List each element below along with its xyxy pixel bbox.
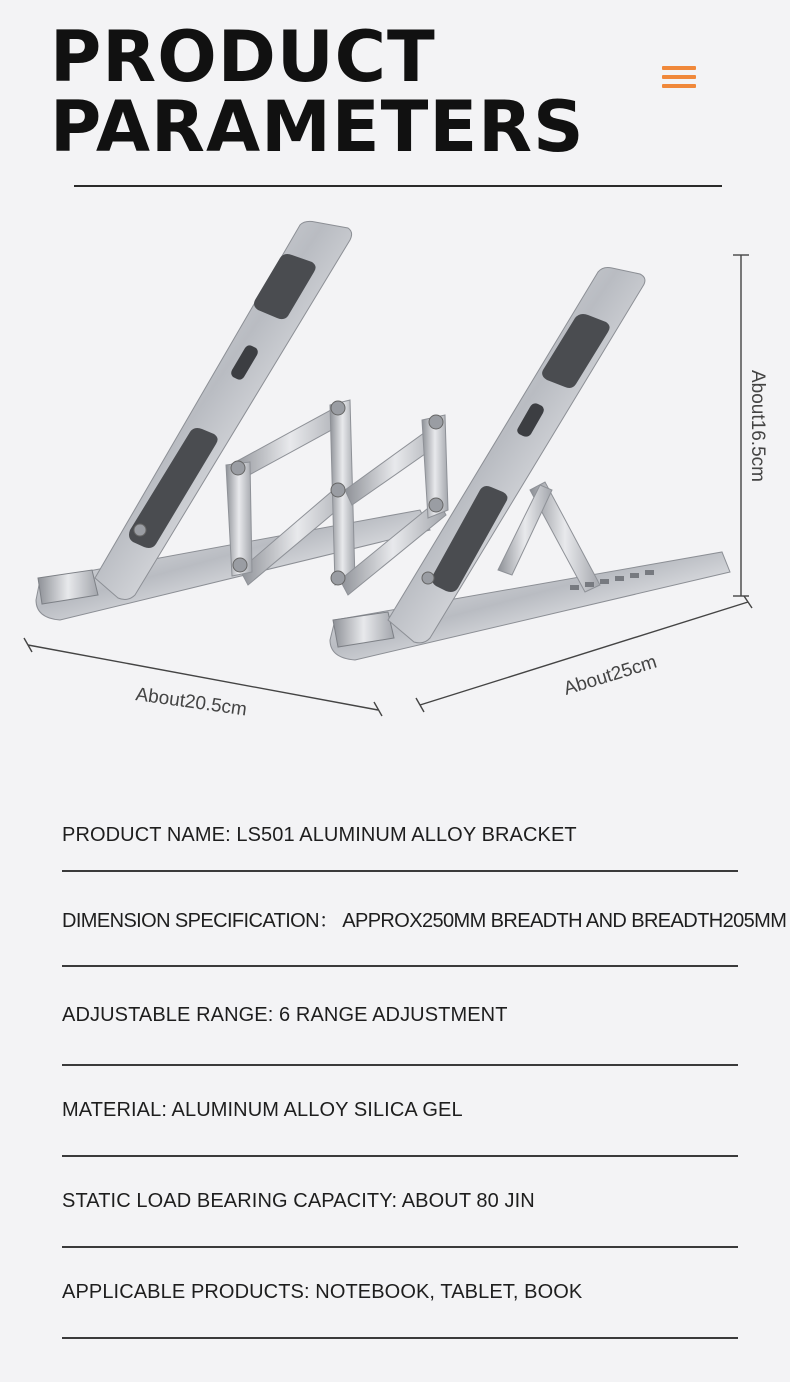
- title-line-1: PRODUCT: [50, 16, 436, 98]
- spec-list: [62, 800, 787, 1339]
- header-divider: [74, 185, 722, 187]
- width-dimension-label: About20.5cm: [134, 684, 249, 721]
- spec-dimension: DIMENSION SPECIFICATION： APPROX250MM BREADTH AND BREADTH205MM: [62, 872, 738, 967]
- spec-material: MATERIAL: ALUMINUM ALLOY SILICA GEL: [62, 1066, 738, 1157]
- left-stand: [36, 221, 448, 620]
- hamburger-menu-icon[interactable]: [662, 66, 696, 90]
- page-title: [50, 16, 585, 168]
- spec-load-capacity: STATIC LOAD BEARING CAPACITY: ABOUT 80 JIN: [62, 1157, 738, 1248]
- laptop-stand-illustration: [0, 200, 790, 760]
- height-dimension-label: About16.5cm: [747, 370, 768, 482]
- spec-adjustable-range: ADJUSTABLE RANGE: 6 RANGE ADJUSTMENT: [62, 967, 738, 1066]
- spec-applicable-products: APPLICABLE PRODUCTS: NOTEBOOK, TABLET, BOOK: [62, 1248, 738, 1339]
- spec-product-name: PRODUCT NAME: LS501 ALUMINUM ALLOY BRACKET: [62, 800, 738, 872]
- depth-dimension-label: About25cm: [561, 651, 660, 700]
- title-line-2: PARAMETERS: [50, 86, 585, 168]
